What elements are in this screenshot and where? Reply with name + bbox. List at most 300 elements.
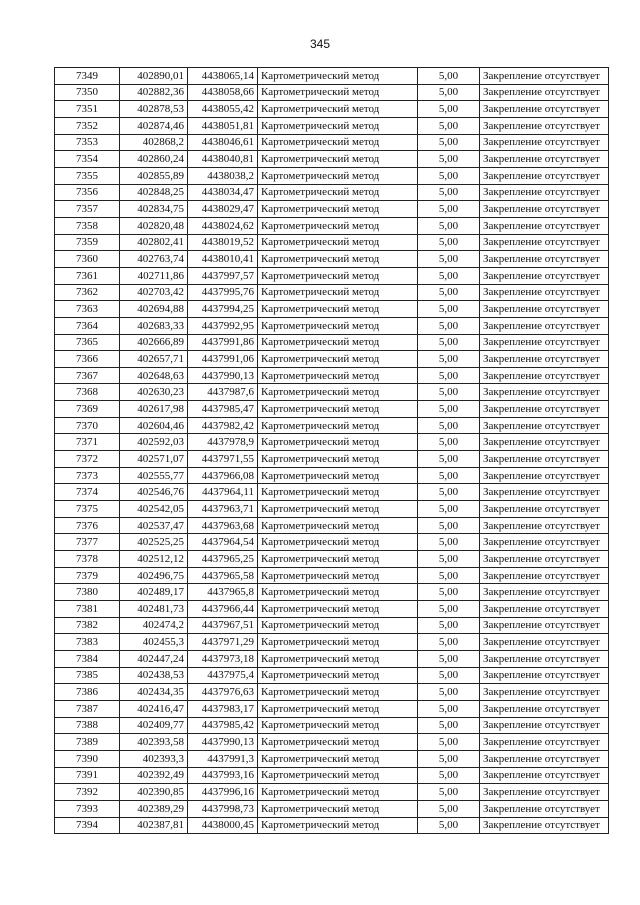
y-coordinate-cell: 4437987,6 (188, 384, 258, 401)
fixation-cell: Закрепление отсутствует (480, 734, 609, 751)
accuracy-cell: 5,00 (418, 700, 480, 717)
x-coordinate-cell: 402393,3 (120, 750, 188, 767)
y-coordinate-cell: 4437965,8 (188, 584, 258, 601)
table-row (55, 101, 609, 118)
x-coordinate-cell: 402694,88 (120, 301, 188, 318)
point-number-cell: 7375 (55, 501, 120, 518)
y-coordinate-cell: 4437964,11 (188, 484, 258, 501)
accuracy-cell: 5,00 (418, 84, 480, 101)
accuracy-cell: 5,00 (418, 334, 480, 351)
accuracy-cell: 5,00 (418, 417, 480, 434)
method-cell: Картометрический метод (258, 800, 418, 817)
point-number-cell: 7362 (55, 284, 120, 301)
y-coordinate-cell: 4437973,18 (188, 650, 258, 667)
y-coordinate-cell: 4438019,52 (188, 234, 258, 251)
fixation-cell: Закрепление отсутствует (480, 684, 609, 701)
method-cell: Картометрический метод (258, 201, 418, 218)
point-number-cell: 7352 (55, 117, 120, 134)
method-cell: Картометрический метод (258, 68, 418, 85)
fixation-cell: Закрепление отсутствует (480, 817, 609, 834)
method-cell: Картометрический метод (258, 117, 418, 134)
x-coordinate-cell: 402617,98 (120, 401, 188, 418)
point-number-cell: 7392 (55, 784, 120, 801)
table-row (55, 567, 609, 584)
accuracy-cell: 5,00 (418, 301, 480, 318)
y-coordinate-cell: 4437971,29 (188, 634, 258, 651)
method-cell: Картометрический метод (258, 267, 418, 284)
accuracy-cell: 5,00 (418, 784, 480, 801)
method-cell: Картометрический метод (258, 634, 418, 651)
fixation-cell: Закрепление отсутствует (480, 401, 609, 418)
point-number-cell: 7363 (55, 301, 120, 318)
table-row (55, 700, 609, 717)
accuracy-cell: 5,00 (418, 484, 480, 501)
accuracy-cell: 5,00 (418, 167, 480, 184)
y-coordinate-cell: 4437996,16 (188, 784, 258, 801)
table-row (55, 601, 609, 618)
point-number-cell: 7391 (55, 767, 120, 784)
accuracy-cell: 5,00 (418, 584, 480, 601)
x-coordinate-cell: 402874,46 (120, 117, 188, 134)
point-number-cell: 7359 (55, 234, 120, 251)
y-coordinate-cell: 4438058,66 (188, 84, 258, 101)
point-number-cell: 7372 (55, 451, 120, 468)
table-row (55, 467, 609, 484)
accuracy-cell: 5,00 (418, 151, 480, 168)
fixation-cell: Закрепление отсутствует (480, 584, 609, 601)
point-number-cell: 7358 (55, 217, 120, 234)
method-cell: Картометрический метод (258, 617, 418, 634)
point-number-cell: 7356 (55, 184, 120, 201)
method-cell: Картометрический метод (258, 700, 418, 717)
point-number-cell: 7387 (55, 700, 120, 717)
accuracy-cell: 5,00 (418, 650, 480, 667)
point-number-cell: 7383 (55, 634, 120, 651)
x-coordinate-cell: 402434,35 (120, 684, 188, 701)
fixation-cell: Закрепление отсутствует (480, 267, 609, 284)
point-number-cell: 7379 (55, 567, 120, 584)
point-number-cell: 7354 (55, 151, 120, 168)
fixation-cell: Закрепление отсутствует (480, 667, 609, 684)
fixation-cell: Закрепление отсутствует (480, 767, 609, 784)
table-row (55, 367, 609, 384)
method-cell: Картометрический метод (258, 750, 418, 767)
table-row (55, 201, 609, 218)
table-row (55, 817, 609, 834)
fixation-cell: Закрепление отсутствует (480, 517, 609, 534)
point-number-cell: 7355 (55, 167, 120, 184)
y-coordinate-cell: 4437978,9 (188, 434, 258, 451)
fixation-cell: Закрепление отсутствует (480, 467, 609, 484)
method-cell: Картометрический метод (258, 817, 418, 834)
fixation-cell: Закрепление отсутствует (480, 601, 609, 618)
accuracy-cell: 5,00 (418, 68, 480, 85)
y-coordinate-cell: 4437971,55 (188, 451, 258, 468)
accuracy-cell: 5,00 (418, 567, 480, 584)
point-number-cell: 7388 (55, 717, 120, 734)
accuracy-cell: 5,00 (418, 101, 480, 118)
accuracy-cell: 5,00 (418, 667, 480, 684)
method-cell: Картометрический метод (258, 284, 418, 301)
y-coordinate-cell: 4437966,44 (188, 601, 258, 618)
x-coordinate-cell: 402648,63 (120, 367, 188, 384)
method-cell: Картометрический метод (258, 767, 418, 784)
table-row (55, 251, 609, 268)
x-coordinate-cell: 402512,12 (120, 551, 188, 568)
method-cell: Картометрический метод (258, 351, 418, 368)
fixation-cell: Закрепление отсутствует (480, 117, 609, 134)
point-number-cell: 7351 (55, 101, 120, 118)
fixation-cell: Закрепление отсутствует (480, 501, 609, 518)
point-number-cell: 7369 (55, 401, 120, 418)
y-coordinate-cell: 4437983,17 (188, 700, 258, 717)
table-row (55, 117, 609, 134)
method-cell: Картометрический метод (258, 601, 418, 618)
x-coordinate-cell: 402447,24 (120, 650, 188, 667)
x-coordinate-cell: 402802,41 (120, 234, 188, 251)
y-coordinate-cell: 4437990,13 (188, 734, 258, 751)
table-row (55, 134, 609, 151)
fixation-cell: Закрепление отсутствует (480, 217, 609, 234)
method-cell: Картометрический метод (258, 84, 418, 101)
fixation-cell: Закрепление отсутствует (480, 567, 609, 584)
y-coordinate-cell: 4437991,06 (188, 351, 258, 368)
accuracy-cell: 5,00 (418, 217, 480, 234)
point-number-cell: 7380 (55, 584, 120, 601)
fixation-cell: Закрепление отсутствует (480, 234, 609, 251)
point-number-cell: 7385 (55, 667, 120, 684)
y-coordinate-cell: 4437965,25 (188, 551, 258, 568)
table-row (55, 551, 609, 568)
y-coordinate-cell: 4437963,68 (188, 517, 258, 534)
y-coordinate-cell: 4438038,2 (188, 167, 258, 184)
point-number-cell: 7378 (55, 551, 120, 568)
accuracy-cell: 5,00 (418, 734, 480, 751)
accuracy-cell: 5,00 (418, 134, 480, 151)
table-row (55, 167, 609, 184)
point-number-cell: 7349 (55, 68, 120, 85)
x-coordinate-cell: 402878,53 (120, 101, 188, 118)
y-coordinate-cell: 4437985,47 (188, 401, 258, 418)
table-row (55, 650, 609, 667)
accuracy-cell: 5,00 (418, 767, 480, 784)
fixation-cell: Закрепление отсутствует (480, 634, 609, 651)
method-cell: Картометрический метод (258, 167, 418, 184)
table-row (55, 750, 609, 767)
x-coordinate-cell: 402820,48 (120, 217, 188, 234)
fixation-cell: Закрепление отсутствует (480, 750, 609, 767)
x-coordinate-cell: 402393,58 (120, 734, 188, 751)
accuracy-cell: 5,00 (418, 634, 480, 651)
point-number-cell: 7377 (55, 534, 120, 551)
coordinates-table-body (55, 68, 609, 834)
x-coordinate-cell: 402711,86 (120, 267, 188, 284)
accuracy-cell: 5,00 (418, 201, 480, 218)
y-coordinate-cell: 4437966,08 (188, 467, 258, 484)
x-coordinate-cell: 402416,47 (120, 700, 188, 717)
accuracy-cell: 5,00 (418, 284, 480, 301)
fixation-cell: Закрепление отсутствует (480, 484, 609, 501)
point-number-cell: 7394 (55, 817, 120, 834)
point-number-cell: 7350 (55, 84, 120, 101)
fixation-cell: Закрепление отсутствует (480, 317, 609, 334)
table-row (55, 534, 609, 551)
method-cell: Картометрический метод (258, 734, 418, 751)
fixation-cell: Закрепление отсутствует (480, 251, 609, 268)
method-cell: Картометрический метод (258, 367, 418, 384)
accuracy-cell: 5,00 (418, 117, 480, 134)
y-coordinate-cell: 4437965,58 (188, 567, 258, 584)
fixation-cell: Закрепление отсутствует (480, 551, 609, 568)
x-coordinate-cell: 402542,05 (120, 501, 188, 518)
x-coordinate-cell: 402703,42 (120, 284, 188, 301)
y-coordinate-cell: 4437964,54 (188, 534, 258, 551)
method-cell: Картометрический метод (258, 567, 418, 584)
method-cell: Картометрический метод (258, 384, 418, 401)
accuracy-cell: 5,00 (418, 367, 480, 384)
point-number-cell: 7361 (55, 267, 120, 284)
method-cell: Картометрический метод (258, 584, 418, 601)
table-row (55, 151, 609, 168)
table-row (55, 634, 609, 651)
method-cell: Картометрический метод (258, 234, 418, 251)
point-number-cell: 7386 (55, 684, 120, 701)
y-coordinate-cell: 4438046,61 (188, 134, 258, 151)
method-cell: Картометрический метод (258, 684, 418, 701)
fixation-cell: Закрепление отсутствует (480, 617, 609, 634)
table-row (55, 584, 609, 601)
x-coordinate-cell: 402555,77 (120, 467, 188, 484)
point-number-cell: 7353 (55, 134, 120, 151)
y-coordinate-cell: 4438055,42 (188, 101, 258, 118)
method-cell: Картометрический метод (258, 451, 418, 468)
method-cell: Картометрический метод (258, 534, 418, 551)
fixation-cell: Закрепление отсутствует (480, 134, 609, 151)
fixation-cell: Закрепление отсутствует (480, 800, 609, 817)
table-row (55, 767, 609, 784)
point-number-cell: 7365 (55, 334, 120, 351)
table-row (55, 434, 609, 451)
method-cell: Картометрический метод (258, 551, 418, 568)
method-cell: Картометрический метод (258, 717, 418, 734)
point-number-cell: 7360 (55, 251, 120, 268)
fixation-cell: Закрепление отсутствует (480, 417, 609, 434)
point-number-cell: 7381 (55, 601, 120, 618)
x-coordinate-cell: 402387,81 (120, 817, 188, 834)
table-row (55, 267, 609, 284)
table-row (55, 234, 609, 251)
y-coordinate-cell: 4437991,3 (188, 750, 258, 767)
method-cell: Картометрический метод (258, 134, 418, 151)
y-coordinate-cell: 4438000,45 (188, 817, 258, 834)
table-row (55, 401, 609, 418)
fixation-cell: Закрепление отсутствует (480, 784, 609, 801)
accuracy-cell: 5,00 (418, 451, 480, 468)
y-coordinate-cell: 4437963,71 (188, 501, 258, 518)
accuracy-cell: 5,00 (418, 467, 480, 484)
y-coordinate-cell: 4437975,4 (188, 667, 258, 684)
y-coordinate-cell: 4437992,95 (188, 317, 258, 334)
method-cell: Картометрический метод (258, 484, 418, 501)
method-cell: Картометрический метод (258, 334, 418, 351)
method-cell: Картометрический метод (258, 467, 418, 484)
point-number-cell: 7357 (55, 201, 120, 218)
fixation-cell: Закрепление отсутствует (480, 384, 609, 401)
fixation-cell: Закрепление отсутствует (480, 84, 609, 101)
x-coordinate-cell: 402860,24 (120, 151, 188, 168)
fixation-cell: Закрепление отсутствует (480, 68, 609, 85)
fixation-cell: Закрепление отсутствует (480, 717, 609, 734)
y-coordinate-cell: 4437976,63 (188, 684, 258, 701)
point-number-cell: 7373 (55, 467, 120, 484)
accuracy-cell: 5,00 (418, 684, 480, 701)
method-cell: Картометрический метод (258, 101, 418, 118)
x-coordinate-cell: 402848,25 (120, 184, 188, 201)
table-row (55, 301, 609, 318)
x-coordinate-cell: 402546,76 (120, 484, 188, 501)
table-row (55, 284, 609, 301)
fixation-cell: Закрепление отсутствует (480, 334, 609, 351)
y-coordinate-cell: 4438040,81 (188, 151, 258, 168)
fixation-cell: Закрепление отсутствует (480, 184, 609, 201)
point-number-cell: 7368 (55, 384, 120, 401)
y-coordinate-cell: 4437982,42 (188, 417, 258, 434)
fixation-cell: Закрепление отсутствует (480, 367, 609, 384)
table-row (55, 684, 609, 701)
accuracy-cell: 5,00 (418, 251, 480, 268)
table-row (55, 84, 609, 101)
point-number-cell: 7390 (55, 750, 120, 767)
accuracy-cell: 5,00 (418, 234, 480, 251)
fixation-cell: Закрепление отсутствует (480, 451, 609, 468)
method-cell: Картометрический метод (258, 784, 418, 801)
y-coordinate-cell: 4437998,73 (188, 800, 258, 817)
y-coordinate-cell: 4438029,47 (188, 201, 258, 218)
fixation-cell: Закрепление отсутствует (480, 434, 609, 451)
x-coordinate-cell: 402834,75 (120, 201, 188, 218)
x-coordinate-cell: 402389,29 (120, 800, 188, 817)
table-row (55, 667, 609, 684)
x-coordinate-cell: 402409,77 (120, 717, 188, 734)
table-row (55, 617, 609, 634)
y-coordinate-cell: 4437995,76 (188, 284, 258, 301)
fixation-cell: Закрепление отсутствует (480, 284, 609, 301)
accuracy-cell: 5,00 (418, 501, 480, 518)
method-cell: Картометрический метод (258, 650, 418, 667)
point-number-cell: 7376 (55, 517, 120, 534)
point-number-cell: 7382 (55, 617, 120, 634)
x-coordinate-cell: 402392,49 (120, 767, 188, 784)
x-coordinate-cell: 402604,46 (120, 417, 188, 434)
y-coordinate-cell: 4437997,57 (188, 267, 258, 284)
method-cell: Картометрический метод (258, 151, 418, 168)
x-coordinate-cell: 402683,33 (120, 317, 188, 334)
table-row (55, 451, 609, 468)
table-row (55, 784, 609, 801)
fixation-cell: Закрепление отсутствует (480, 201, 609, 218)
fixation-cell: Закрепление отсутствует (480, 700, 609, 717)
x-coordinate-cell: 402489,17 (120, 584, 188, 601)
accuracy-cell: 5,00 (418, 351, 480, 368)
x-coordinate-cell: 402537,47 (120, 517, 188, 534)
x-coordinate-cell: 402390,85 (120, 784, 188, 801)
accuracy-cell: 5,00 (418, 184, 480, 201)
y-coordinate-cell: 4438024,62 (188, 217, 258, 234)
point-number-cell: 7371 (55, 434, 120, 451)
fixation-cell: Закрепление отсутствует (480, 534, 609, 551)
accuracy-cell: 5,00 (418, 517, 480, 534)
accuracy-cell: 5,00 (418, 750, 480, 767)
x-coordinate-cell: 402890,01 (120, 68, 188, 85)
table-row (55, 334, 609, 351)
accuracy-cell: 5,00 (418, 601, 480, 618)
accuracy-cell: 5,00 (418, 551, 480, 568)
table-row (55, 217, 609, 234)
y-coordinate-cell: 4437990,13 (188, 367, 258, 384)
y-coordinate-cell: 4437991,86 (188, 334, 258, 351)
accuracy-cell: 5,00 (418, 317, 480, 334)
table-row (55, 734, 609, 751)
x-coordinate-cell: 402525,25 (120, 534, 188, 551)
point-number-cell: 7370 (55, 417, 120, 434)
method-cell: Картометрический метод (258, 217, 418, 234)
point-number-cell: 7384 (55, 650, 120, 667)
table-row (55, 384, 609, 401)
x-coordinate-cell: 402496,75 (120, 567, 188, 584)
method-cell: Картометрический метод (258, 251, 418, 268)
accuracy-cell: 5,00 (418, 617, 480, 634)
method-cell: Картометрический метод (258, 301, 418, 318)
accuracy-cell: 5,00 (418, 534, 480, 551)
accuracy-cell: 5,00 (418, 800, 480, 817)
y-coordinate-cell: 4438010,41 (188, 251, 258, 268)
method-cell: Картометрический метод (258, 317, 418, 334)
method-cell: Картометрический метод (258, 184, 418, 201)
fixation-cell: Закрепление отсутствует (480, 167, 609, 184)
accuracy-cell: 5,00 (418, 267, 480, 284)
y-coordinate-cell: 4437985,42 (188, 717, 258, 734)
table-row (55, 184, 609, 201)
table-row (55, 351, 609, 368)
point-number-cell: 7389 (55, 734, 120, 751)
fixation-cell: Закрепление отсутствует (480, 650, 609, 667)
method-cell: Картометрический метод (258, 667, 418, 684)
y-coordinate-cell: 4437967,51 (188, 617, 258, 634)
table-row (55, 501, 609, 518)
x-coordinate-cell: 402868,2 (120, 134, 188, 151)
point-number-cell: 7374 (55, 484, 120, 501)
table-row (55, 317, 609, 334)
x-coordinate-cell: 402763,74 (120, 251, 188, 268)
accuracy-cell: 5,00 (418, 434, 480, 451)
x-coordinate-cell: 402666,89 (120, 334, 188, 351)
x-coordinate-cell: 402855,89 (120, 167, 188, 184)
table-row (55, 717, 609, 734)
fixation-cell: Закрепление отсутствует (480, 351, 609, 368)
x-coordinate-cell: 402592,03 (120, 434, 188, 451)
y-coordinate-cell: 4438051,81 (188, 117, 258, 134)
accuracy-cell: 5,00 (418, 401, 480, 418)
x-coordinate-cell: 402882,36 (120, 84, 188, 101)
table-row (55, 484, 609, 501)
page-number: 345 (309, 37, 331, 51)
x-coordinate-cell: 402630,23 (120, 384, 188, 401)
accuracy-cell: 5,00 (418, 717, 480, 734)
table-row (55, 417, 609, 434)
y-coordinate-cell: 4437994,25 (188, 301, 258, 318)
fixation-cell: Закрепление отсутствует (480, 151, 609, 168)
x-coordinate-cell: 402455,3 (120, 634, 188, 651)
